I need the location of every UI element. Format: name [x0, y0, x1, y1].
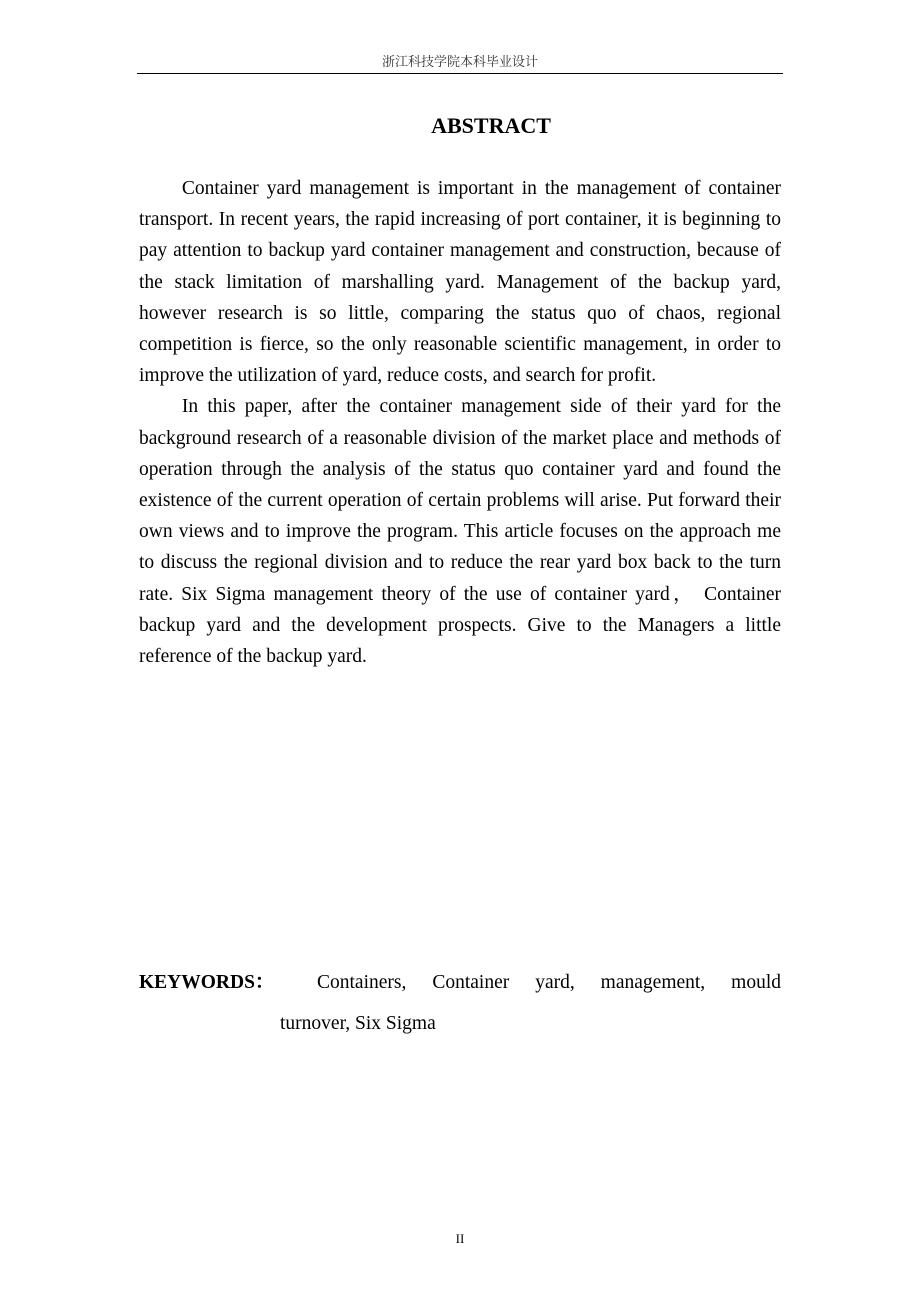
keywords-section: [139, 962, 781, 1044]
keywords-line-2: turnover, Six Sigma: [280, 1013, 436, 1034]
header-rule: [137, 73, 783, 74]
abstract-paragraph-1: Container yard management is important in the management of container transport. In recent years, the rapid increasing of port container, it is beginning to pay attention to backup yard container management and construction, because of the stack limitation of marshalling yard. Management of the backup yard, however research is so little, comparing the status quo of chaos, regional competition is fierce, so the only reasonable scientific management, in order to improve the utilization of yard, reduce costs, and search for profit.: [139, 178, 781, 387]
keywords-row: [139, 962, 781, 1003]
running-header: 浙江科技学院本科毕业设计: [381, 54, 538, 69]
page-number: II: [455, 1231, 465, 1246]
keywords-line-1: Containers, Container yard, management, mould: [317, 972, 781, 993]
abstract-body: [139, 173, 781, 672]
abstract-title: ABSTRACT: [431, 113, 551, 138]
keywords-label: KEYWORDS：: [139, 972, 275, 993]
abstract-paragraph-2: In this paper, after the container management side of their yard for the background research of a reasonable division of the market place and methods of operation through the analysis of the status quo container yard and found the existence of the current operation of certain problems will arise. Put forward their own views and to improve the program. This article focuses on the approach me to discuss the regional division and to reduce the rear yard box back to the turn rate. Six Sigma management theory of the use of container yard， Container backup yard and the development prospects. Give to the Managers a little reference of the backup yard.: [139, 396, 781, 668]
